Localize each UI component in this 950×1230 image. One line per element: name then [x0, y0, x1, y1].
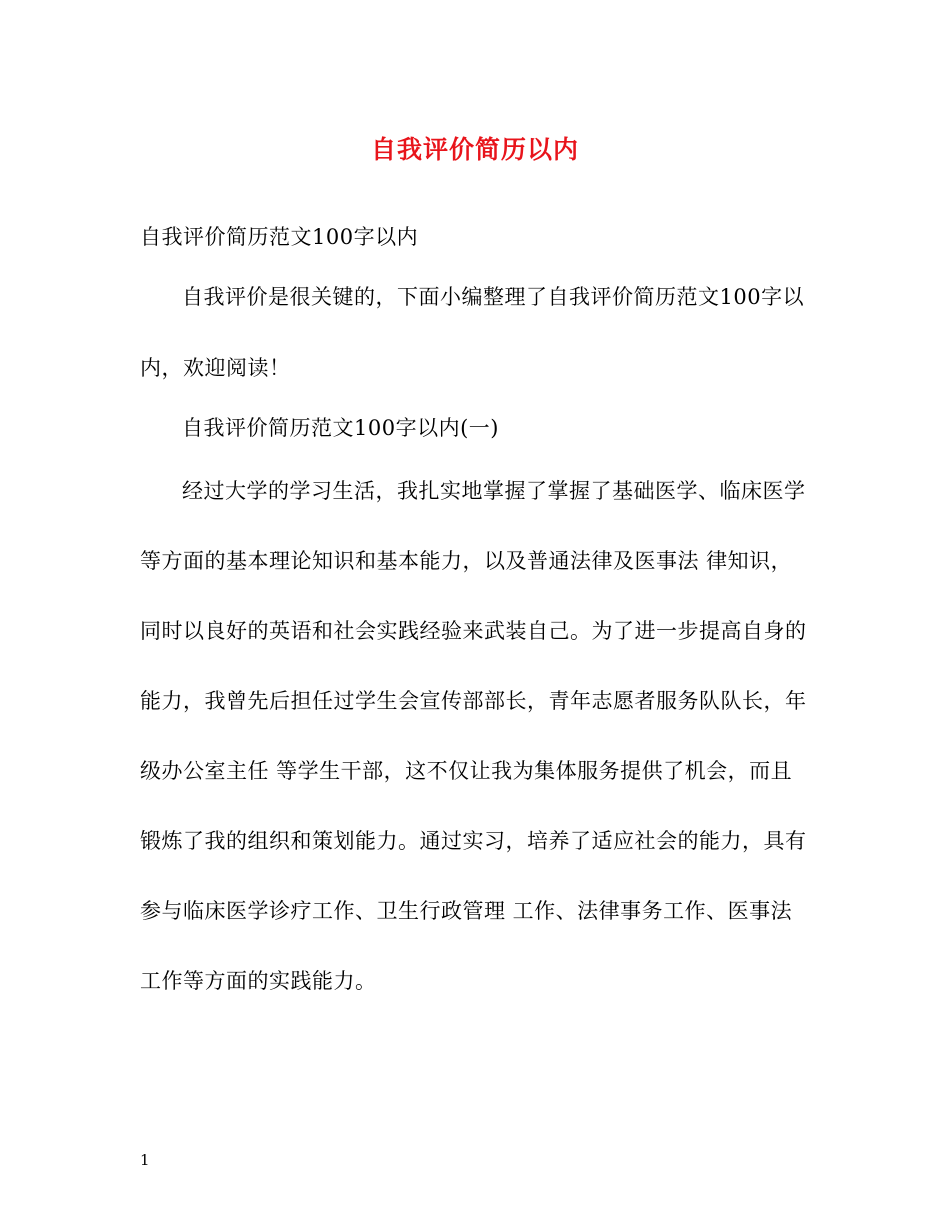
body-line-3: 同时以良好的英语和社会实践经验来武装自己。为了进一步提高自身的 — [140, 619, 807, 643]
body-line-1: 经过大学的学习生活，我扎实地掌握了掌握了基础医学、临床医学 — [182, 479, 806, 503]
body-line-8: 工作等方面的实践能力。 — [140, 969, 377, 993]
subtitle-line: 自我评价简历范文100字以内 — [140, 225, 419, 249]
page-number: 1 — [140, 1151, 150, 1169]
body-line-6: 锻炼了我的组织和策划能力。通过实习，培养了适应社会的能力，具有 — [140, 829, 807, 853]
body-line-4: 能力，我曾先后担任过学生会宣传部部长，青年志愿者服务队队长，年 — [140, 689, 807, 713]
document-title: 自我评价简历以内 — [370, 135, 579, 164]
body-line-2: 等方面的基本理论知识和基本能力，以及普通法律及医事法 律知识， — [140, 549, 793, 573]
body-line-7: 参与临床医学诊疗工作、卫生行政管理 工作、法律事务工作、医事法 — [140, 899, 793, 923]
intro-line-1: 自我评价是很关键的，下面小编整理了自我评价简历范文100字以 — [182, 285, 805, 309]
body-line-5: 级办公室主任 等学生干部，这不仅让我为集体服务提供了机会，而且 — [140, 759, 793, 783]
section-heading: 自我评价简历范文100字以内(一) — [182, 416, 499, 440]
intro-line-2: 内，欢迎阅读！ — [140, 356, 291, 380]
